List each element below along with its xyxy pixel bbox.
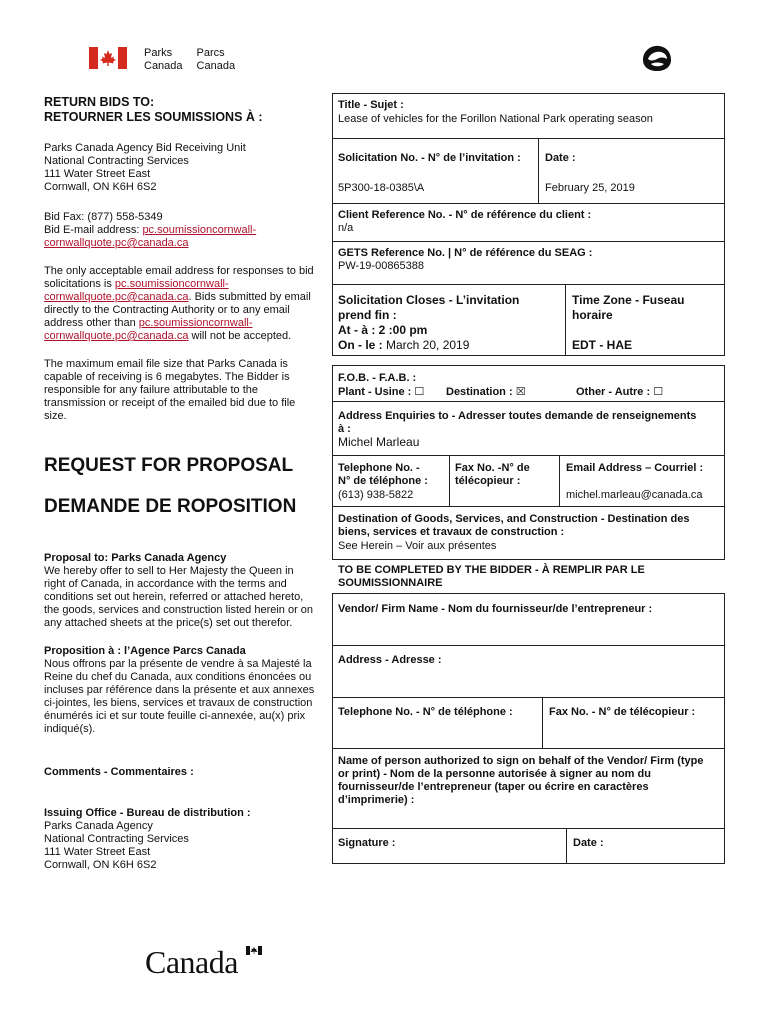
- canada-wordmark: [145, 944, 238, 981]
- client-ref-label: Client Reference No. - N° de référence du client :: [338, 209, 592, 221]
- address-line: National Contracting Services: [44, 833, 189, 845]
- plant-checkbox[interactable]: ☐: [414, 385, 425, 398]
- fax-label-1: Fax No. -N° de: [455, 462, 530, 474]
- gets-label: GETS Reference No. | N° de référence du SEAG :: [338, 247, 593, 259]
- parks-fr-1: Parcs: [196, 47, 225, 59]
- parks-en-2: Canada: [144, 60, 183, 72]
- telephone-label-1: Telephone No. -: [338, 462, 420, 474]
- proposal-line: conditions set out herein, referred or attached hereto,: [44, 591, 304, 603]
- proposal-line: the goods, services and construction listed herein or on: [44, 604, 314, 616]
- gets-value: PW-19-00865388: [338, 260, 425, 272]
- enquiries-name: Michel Marleau: [338, 435, 420, 449]
- proposal-french: [44, 645, 329, 736]
- signature-date-field[interactable]: Date :: [573, 837, 604, 849]
- solicitation-no-value: 5P300-18-0385\A: [338, 182, 425, 194]
- destination-goods-value: See Herein – Voir aux présentes: [338, 540, 497, 552]
- notice-line: transmission or receipt of the emailed bid due to file: [44, 397, 296, 409]
- date-value: February 25, 2019: [545, 182, 635, 194]
- fax-label-2: télécopieur :: [455, 475, 521, 487]
- return-bids-en: RETURN BIDS TO:: [44, 95, 155, 109]
- bid-email-link[interactable]: pc.soumissioncornwall-: [142, 224, 257, 236]
- closes-line-2: prend fin :: [338, 308, 397, 322]
- enquiries-line-1: Address Enquiries to - Adresser toutes demande de renseignements: [338, 410, 697, 422]
- max-file-size-notice: [44, 358, 326, 423]
- date-label: Date :: [545, 152, 576, 164]
- notice-email-link-2[interactable]: pc.soumissioncornwall-: [138, 317, 253, 329]
- comments-label: Comments - Commentaires :: [44, 766, 194, 778]
- notice-email-link-2-cont[interactable]: cornwallquote.pc@canada.ca: [44, 330, 189, 342]
- proposal-line: énumérés ici et sur toute feuille ci-annexée, au(x) prix: [44, 710, 306, 722]
- notice-line: capable of receiving is 6 megabytes. The Bidder is: [44, 371, 290, 383]
- bidder-heading-2: SOUMISSIONNAIRE: [338, 577, 443, 589]
- divider: [332, 138, 725, 139]
- plant-label: Plant - Usine :: [338, 386, 412, 398]
- proposal-line: any attached sheets at the price(s) set out therefor.: [44, 617, 293, 629]
- address-line: National Contracting Services: [44, 155, 189, 167]
- issuing-office-label: Issuing Office - Bureau de distribution :: [44, 807, 251, 819]
- authorized-line: Name of person authorized to sign on behalf of the Vendor/ Firm (type: [338, 755, 704, 767]
- other-label: Other - Autre :: [576, 386, 651, 398]
- divider: [332, 828, 725, 829]
- solicitation-no-label: Solicitation No. - N° de l’invitation :: [338, 152, 521, 164]
- notice-line: address other than: [44, 317, 139, 329]
- return-bids-fr: RETOURNER LES SOUMISSIONS À :: [44, 110, 263, 124]
- closes-on-label: On - le :: [338, 338, 386, 352]
- rfp-title-en: REQUEST FOR PROPOSAL: [44, 455, 294, 476]
- proposal-line: Reine du chef du Canada, aux conditions énoncées ou: [44, 671, 312, 683]
- destination-goods-1: Destination of Goods, Services, and Construction - Destination des: [338, 513, 690, 525]
- vendor-address-field[interactable]: Address - Adresse :: [338, 654, 442, 666]
- title-value: Lease of vehicles for the Forillon National Park operating season: [338, 113, 653, 125]
- notice-email-link[interactable]: pc.soumissioncornwall-: [114, 278, 229, 290]
- parks-en-1: Parks: [144, 47, 173, 59]
- title-label: Title - Sujet :: [338, 99, 404, 111]
- notice-line: size.: [44, 410, 67, 422]
- telephone-value: (613) 938-5822: [338, 489, 414, 501]
- fob-label: F.O.B. - F.A.B. :: [338, 372, 417, 384]
- notice-line: directly to the Contracting Authority or to any email: [44, 304, 290, 316]
- divider: [332, 645, 725, 646]
- destination-checkbox[interactable]: ☒: [515, 385, 526, 398]
- divider: [449, 455, 450, 506]
- bidder-heading-1: TO BE COMPLETED BY THE BIDDER - À REMPLIR PAR LE: [338, 564, 645, 576]
- divider: [332, 748, 725, 749]
- parks-canada-beaver-icon: [640, 42, 674, 74]
- proposal-english: [44, 552, 329, 630]
- other-checkbox[interactable]: ☐: [653, 385, 664, 398]
- enquiries-line-2: à :: [338, 423, 351, 435]
- email-label: Email Address – Courriel :: [566, 462, 704, 474]
- client-ref-value: n/a: [338, 222, 354, 234]
- telephone-label-2: N° de téléphone :: [338, 475, 428, 487]
- divider: [332, 401, 725, 402]
- bid-email-link-cont[interactable]: cornwallquote.pc@canada.ca: [44, 237, 189, 249]
- bid-fax: Bid Fax: (877) 558-5349: [44, 211, 163, 223]
- divider: [565, 284, 566, 356]
- parks-fr-2: Canada: [196, 60, 236, 72]
- proposal-line: ci-jointes, les biens, services et travaux de construction: [44, 697, 313, 709]
- notice-line: will not be accepted.: [188, 330, 292, 342]
- divider: [332, 241, 725, 242]
- address-line: Cornwall, ON K6H 6S2: [44, 181, 157, 193]
- canada-wordmark-flag-icon: [246, 946, 262, 955]
- bid-receiving-address: [44, 142, 246, 194]
- bid-email-label: Bid E-mail address:: [44, 224, 143, 236]
- return-bids-heading: [44, 95, 263, 125]
- destination-goods-2: biens, services et travaux de construction :: [338, 526, 565, 538]
- notice-line: The only acceptable email address for responses to bid: [44, 265, 314, 277]
- bidder-info-box: [332, 593, 725, 864]
- signature-field[interactable]: Signature :: [338, 837, 396, 849]
- address-line: 111 Water Street East: [44, 168, 151, 180]
- authorized-line: fournisseur/de l’entrepreneur (taper ou écrire en caractères: [338, 781, 649, 793]
- divider: [538, 138, 539, 203]
- time-zone-value: EDT - HAE: [572, 338, 632, 352]
- authorized-line: or print) - Nom de la personne autorisée à signer au nom du: [338, 768, 651, 780]
- proposal-line: incluses par référence dans la présente et aux annexes: [44, 684, 315, 696]
- proposition-heading: Proposition à : l’Agence Parcs Canada: [44, 645, 246, 657]
- divider: [332, 506, 725, 507]
- proposal-to-heading: Proposal to: Parks Canada Agency: [44, 552, 227, 564]
- rfp-title-fr: DEMANDE DE ROPOSITION: [44, 496, 297, 517]
- canada-wordmark-text: Canada: [145, 944, 238, 980]
- closes-time: At - à : 2 :00 pm: [338, 323, 428, 337]
- divider: [332, 284, 725, 285]
- email-value: michel.marleau@canada.ca: [566, 489, 703, 501]
- address-line: Parks Canada Agency Bid Receiving Unit: [44, 142, 246, 154]
- vendor-name-field[interactable]: Vendor/ Firm Name - Nom du fournisseur/de l’entrepreneur :: [338, 603, 653, 615]
- divider: [332, 697, 725, 698]
- vendor-fax-field[interactable]: Fax No. - N° de télécopieur :: [549, 706, 696, 718]
- notice-line: . Bids submitted by email: [188, 291, 311, 303]
- address-line: Parks Canada Agency: [44, 820, 153, 832]
- address-line: Cornwall, ON K6H 6S2: [44, 859, 157, 871]
- notice-line: responsible for any failure attributable to the: [44, 384, 259, 396]
- closes-date: March 20, 2019: [386, 338, 470, 352]
- divider: [332, 203, 725, 204]
- time-zone-label-1: Time Zone - Fuseau: [572, 293, 685, 307]
- parks-canada-signature: [144, 47, 235, 73]
- bid-contact: [44, 211, 256, 250]
- issuing-office: [44, 807, 251, 872]
- canada-flag-icon: [89, 47, 127, 69]
- proposal-line: right of Canada, in accordance with the terms and: [44, 578, 287, 590]
- closes-line-1: Solicitation Closes - L’invitation: [338, 293, 520, 307]
- notice-email-link-cont[interactable]: cornwallquote.pc@canada.ca: [44, 291, 189, 303]
- divider: [559, 455, 560, 506]
- acceptable-email-notice: [44, 265, 326, 343]
- proposal-line: We hereby offer to sell to Her Majesty the Queen in: [44, 565, 294, 577]
- address-line: 111 Water Street East: [44, 846, 151, 858]
- divider: [332, 455, 725, 456]
- vendor-telephone-field[interactable]: Telephone No. - N° de téléphone :: [338, 706, 513, 718]
- proposal-line: Nous offrons par la présente de vendre à sa Majesté la: [44, 658, 312, 670]
- notice-line: The maximum email file size that Parks Canada is: [44, 358, 288, 370]
- authorized-line: d’imprimerie) :: [338, 794, 415, 806]
- notice-line: solicitations is: [44, 278, 115, 290]
- proposal-line: indiqué(s).: [44, 723, 96, 735]
- destination-label: Destination :: [446, 386, 513, 398]
- divider: [566, 828, 567, 864]
- authorized-name-field[interactable]: [338, 755, 703, 807]
- divider: [542, 697, 543, 748]
- time-zone-label-2: horaire: [572, 308, 613, 322]
